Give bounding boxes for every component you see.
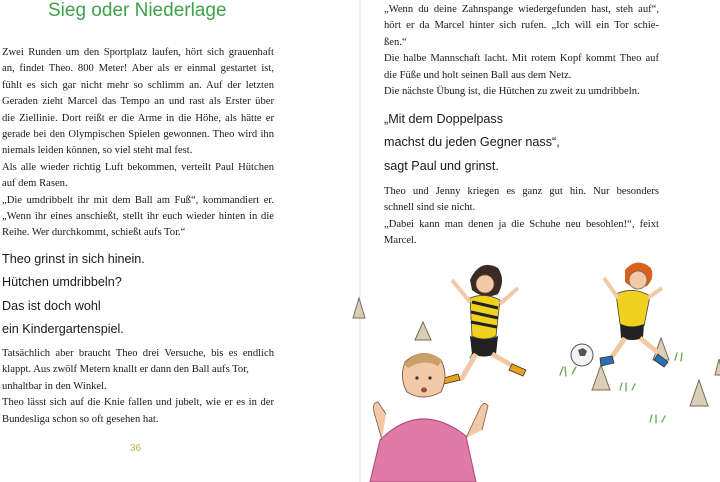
text-line: Als alle wieder richtig Luft bekommen, verteilt Paul Hütchen xyxy=(2,161,274,173)
left-big-text xyxy=(2,248,145,341)
player-girl-figure xyxy=(444,265,526,384)
soccer-illustration xyxy=(320,240,720,482)
text-line: Theo lässt sich auf die Knie fallen und jubelt, wie er es in der xyxy=(2,397,274,409)
text-line: ßen.“ xyxy=(384,36,407,48)
chapter-title: Sieg oder Niederlage xyxy=(48,0,227,21)
right-big-text xyxy=(384,108,560,178)
big-text-line: ein Kindergartenspiel. xyxy=(2,321,124,336)
text-line: „Die umdribbelt ihr mit dem Ball am Fuß“, kommandiert er. xyxy=(2,194,274,206)
right-paragraph-1 xyxy=(384,2,659,100)
text-line: Geraden zieht Marcel das Tempo an und rast als Erster über xyxy=(2,96,274,108)
page-number: 36 xyxy=(130,443,142,454)
text-line: unhaltbar in den Winkel. xyxy=(2,380,107,392)
text-line: „Dabei kann man denen ja die Schuhe neu besohlen!“, feixt xyxy=(384,218,659,230)
text-line: schnell sind sie nicht. xyxy=(384,202,476,214)
big-text-line: Das ist doch wohl xyxy=(2,298,101,313)
text-line: auf dem Rasen. xyxy=(2,178,68,190)
left-paragraph-2 xyxy=(2,346,274,428)
big-text-line: Hütchen umdribbeln? xyxy=(2,275,122,290)
left-paragraph-1 xyxy=(2,45,274,242)
text-line: Theo und Jenny kriegen es ganz gut hin. Nur besonders xyxy=(384,186,659,197)
text-line: Reihe. Wer durchkommt, schießt aufs Tor.“ xyxy=(2,227,186,239)
text-line: fühlt es sich gar nicht mehr so schlimm an. Auf der letzten xyxy=(2,79,274,91)
text-line: Die halbe Mannschaft lacht. Mit rotem Kopf kommt Theo auf xyxy=(384,53,659,65)
text-line: Die nächste Übung ist, die Hütchen zu zweit zu umdribbeln. xyxy=(384,86,640,98)
text-line: die Ziellinie. Dort reißt er die Arme in die Höhe, als hätte er xyxy=(2,112,274,124)
player-boy-figure xyxy=(600,262,668,367)
big-text-line: sagt Paul und grinst. xyxy=(384,158,499,173)
text-line: niemals leiden können, so viel steht mal fest. xyxy=(2,145,193,157)
text-line: die Füße und holt seinen Ball aus dem Netz. xyxy=(384,69,572,81)
text-line: „Wenn ihr eines anschießt, stellt ihr euch wieder hinten in die xyxy=(2,211,274,223)
text-line: Bundesliga schon so oft gesehen hat. xyxy=(2,413,159,425)
big-text-line: Theo grinst in sich hinein. xyxy=(2,252,145,266)
big-text-line: machst du jeden Gegner nass“, xyxy=(384,135,560,150)
text-line: Zwei Runden um den Sportplatz laufen, hört sich grauenhaft xyxy=(2,47,274,58)
text-line: hört er da Marcel hinter sich rufen. „Ich will ein Tor schie- xyxy=(384,20,659,32)
soccer-ball-icon xyxy=(571,344,593,366)
text-line: Marcel. xyxy=(384,235,417,247)
text-line: „Wenn du deine Zahnspange wiedergefunden hast, steh auf“, xyxy=(384,4,659,15)
theo-figure xyxy=(370,353,488,482)
text-line: gerade bei den Olympischen Spielen gewonnen. Theo wird ihn xyxy=(2,129,274,141)
text-line: klappt. Aus zwölf Metern knallt er dann den Ball aufs Tor, xyxy=(2,364,249,376)
text-line: an, findet Theo. 800 Meter! Aber als er einmal gestartet ist, xyxy=(2,63,274,75)
text-line: Tatsächlich aber braucht Theo drei Versuche, bis es endlich xyxy=(2,348,274,359)
big-text-line: „Mit dem Doppelpass xyxy=(384,112,503,126)
